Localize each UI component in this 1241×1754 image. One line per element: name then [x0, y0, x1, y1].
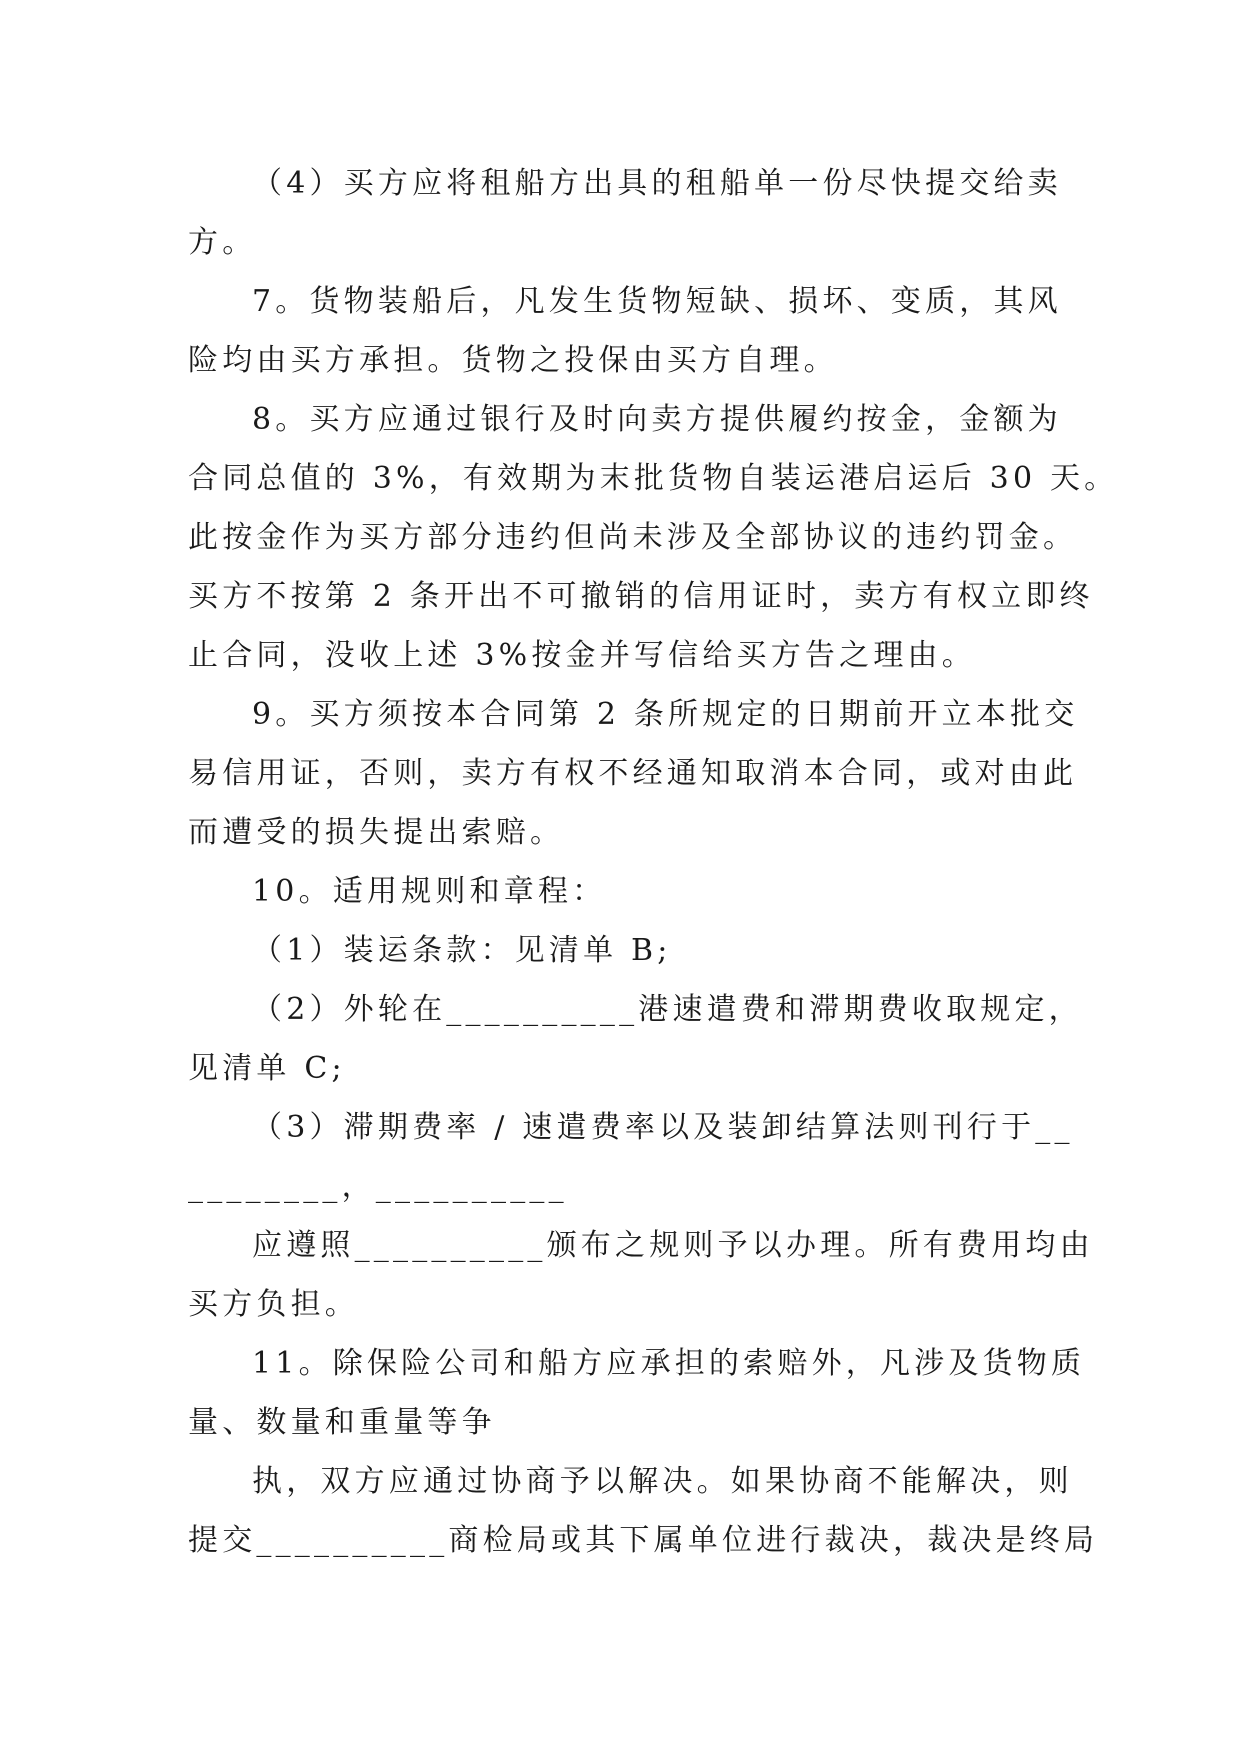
text-line: 买方不按第 2 条开出不可撤销的信用证时，卖方有权立即终: [188, 579, 1094, 614]
text-line: 提交__________商检局或其下属单位进行裁决，裁决是终局: [188, 1523, 1099, 1558]
text-line: 11。除保险公司和船方应承担的索赔外，凡涉及货物质: [252, 1346, 1086, 1381]
text-line: ________，__________: [188, 1169, 568, 1204]
text-line: 此按金作为买方部分违约但尚未涉及全部协议的违约罚金。: [188, 520, 1078, 555]
text-line: （4）买方应将租船方出具的租船单一份尽快提交给卖: [252, 166, 1062, 201]
text-line: 易信用证，否则，卖方有权不经通知取消本合同，或对由此: [188, 756, 1078, 791]
document-body: [188, 154, 1119, 1570]
text-line: 而遭受的损失提出索赔。: [188, 815, 565, 850]
text-line: 方。: [188, 225, 257, 260]
text-line: 买方负担。: [188, 1287, 359, 1322]
text-line: 止合同，没收上述 3%按金并写信给买方告之理由。: [188, 638, 976, 673]
text-line: 10。适用规则和章程：: [252, 874, 607, 909]
text-line: （1）装运条款：见清单 B;: [252, 933, 672, 968]
text-line: 执，双方应通过协商予以解决。如果协商不能解决，则: [252, 1464, 1073, 1499]
text-line: 见清单 C;: [188, 1051, 346, 1086]
text-line: 应遵照__________颁布之规则予以办理。所有费用均由: [252, 1228, 1094, 1263]
text-line: 8。买方应通过银行及时向卖方提供履约按金，金额为: [252, 402, 1062, 437]
text-line: 险均由买方承担。货物之投保由买方自理。: [188, 343, 838, 378]
text-line: 量、数量和重量等争: [188, 1405, 496, 1440]
text-line: 9。买方须按本合同第 2 条所规定的日期前开立本批交: [252, 697, 1079, 732]
text-line: 合同总值的 3%，有效期为末批货物自装运港启运后 30 天。: [188, 461, 1119, 496]
text-line: （2）外轮在__________港速遣费和滞期费收取规定，: [252, 992, 1083, 1027]
text-line: 7。货物装船后，凡发生货物短缺、损坏、变质，其风: [252, 284, 1062, 319]
text-line: （3）滞期费率 / 速遣费率以及装卸结算法则刊行于__: [252, 1110, 1074, 1145]
